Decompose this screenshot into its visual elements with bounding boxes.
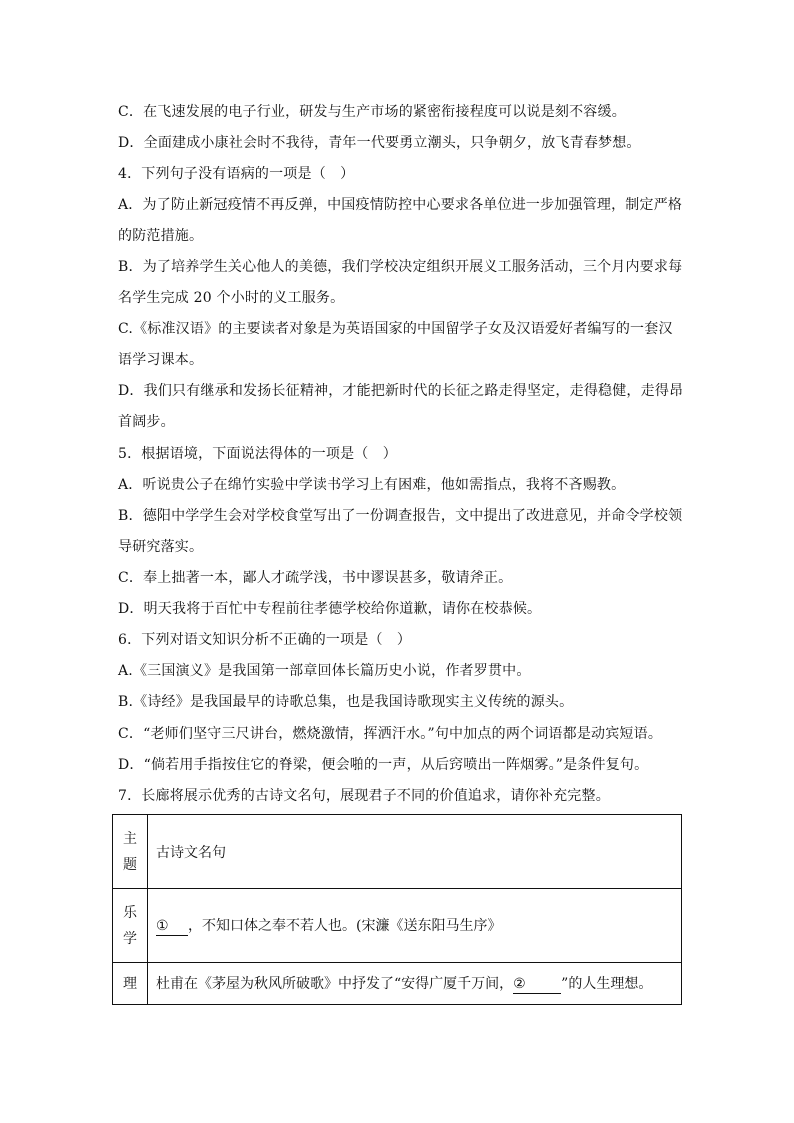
option-b-q4-line1: B．为了培养学生关心他人的美德，我们学校决定组织开展义工服务活动，三个月内要求每 <box>118 259 683 275</box>
blank-1-label: ① <box>156 918 169 934</box>
le-xue-quote-text: ，不知口体之奉不若人也。(宋濂《送东阳马生序》 <box>188 918 502 934</box>
blank-2[interactable] <box>513 975 561 994</box>
blank-1[interactable] <box>156 917 188 936</box>
option-d-q3: D．全面建成小康社会时不我待，青年一代要勇立潮头，只争朝夕，放飞青春梦想。 <box>118 135 641 151</box>
li-text-before: 杜甫在《茅屋为秋风所破歌》中抒发了“安得广厦千万间， <box>156 976 514 992</box>
option-c-q4-line2: 语学习课本。 <box>118 352 204 368</box>
table-row-le-xue <box>113 889 682 963</box>
poem-table <box>112 814 682 1005</box>
theme-le-char: 乐 <box>123 904 137 921</box>
question-6: 6．下列对语文知识分析不正确的一项是（ ） <box>118 632 412 648</box>
option-a-q4-line2: 的防范措施。 <box>118 228 204 244</box>
option-d-q4-line1: D．我们只有继承和发扬长征精神，才能把新时代的长征之路走得坚定，走得稳健，走得昂 <box>118 383 684 399</box>
theme-li-cell: 理 <box>113 963 148 1005</box>
option-d-q4-line2: 首阔步。 <box>118 414 175 430</box>
option-c-q4-line1: C.《标准汉语》的主要读者对象是为英语国家的中国留学子女及汉语爱好者编写的一套汉 <box>118 321 673 337</box>
option-b-q5-line1: B．德阳中学学生会对学校食堂写出了一份调查报告，文中提出了改进意见，并命令学校领 <box>118 508 683 524</box>
theme-le-xue-cell <box>113 889 148 963</box>
option-d-q5: D．明天我将于百忙中专程前往孝德学校给你道歉，请你在校恭候。 <box>118 601 542 617</box>
content-li-cell <box>148 963 682 1005</box>
option-c-q3: C．在飞速发展的电子行业，研发与生产市场的紧密衔接程度可以说是刻不容缓。 <box>118 104 626 120</box>
theme-header-char-2: 题 <box>123 856 137 873</box>
content-header-cell: 古诗文名句 <box>148 815 682 889</box>
theme-header-char-1: 主 <box>123 830 137 847</box>
option-c-q5: C．奉上拙著一本，鄙人才疏学浅，书中谬误甚多，敬请斧正。 <box>118 570 513 586</box>
option-a-q6: A.《三国演义》是我国第一部章回体长篇历史小说，作者罗贯中。 <box>118 663 531 679</box>
table-header-row <box>113 815 682 889</box>
theme-header-cell <box>113 815 148 889</box>
option-a-q5: A．听说贵公子在绵竹实验中学读书学习上有困难，他如需指点，我将不吝赐教。 <box>118 477 626 493</box>
table-row-li <box>113 963 682 1005</box>
option-b-q4-line2: 名学生完成 20 个小时的义工服务。 <box>118 290 345 306</box>
li-text-after: ”的人生理想。 <box>561 976 653 992</box>
option-b-q6: B.《诗经》是我国最早的诗歌总集，也是我国诗歌现实主义传统的源头。 <box>118 694 574 710</box>
option-a-q4-line1: A．为了防止新冠疫情不再反弹，中国疫情防控中心要求各单位进一步加强管理，制定严格 <box>118 197 683 213</box>
option-d-q6: D．“倘若用手指按住它的脊梁，便会啪的一声，从后窍喷出一阵烟雾。”是条件复句。 <box>118 757 649 773</box>
question-7: 7．长廊将展示优秀的古诗文名句，展现君子不同的价值追求，请你补充完整。 <box>118 788 610 804</box>
question-5: 5．根据语境，下面说法得体的一项是（ ） <box>118 446 397 462</box>
blank-2-label: ② <box>513 976 526 992</box>
theme-xue-char: 学 <box>123 930 137 947</box>
option-b-q5-line2: 导研究落实。 <box>118 539 204 555</box>
content-le-xue-cell <box>148 889 682 963</box>
question-4: 4．下列句子没有语病的一项是（ ） <box>118 166 355 182</box>
option-c-q6: C．“老师们坚守三尺讲台，燃烧激情，挥洒汗水。”句中加点的两个词语都是动宾短语。 <box>118 726 663 742</box>
